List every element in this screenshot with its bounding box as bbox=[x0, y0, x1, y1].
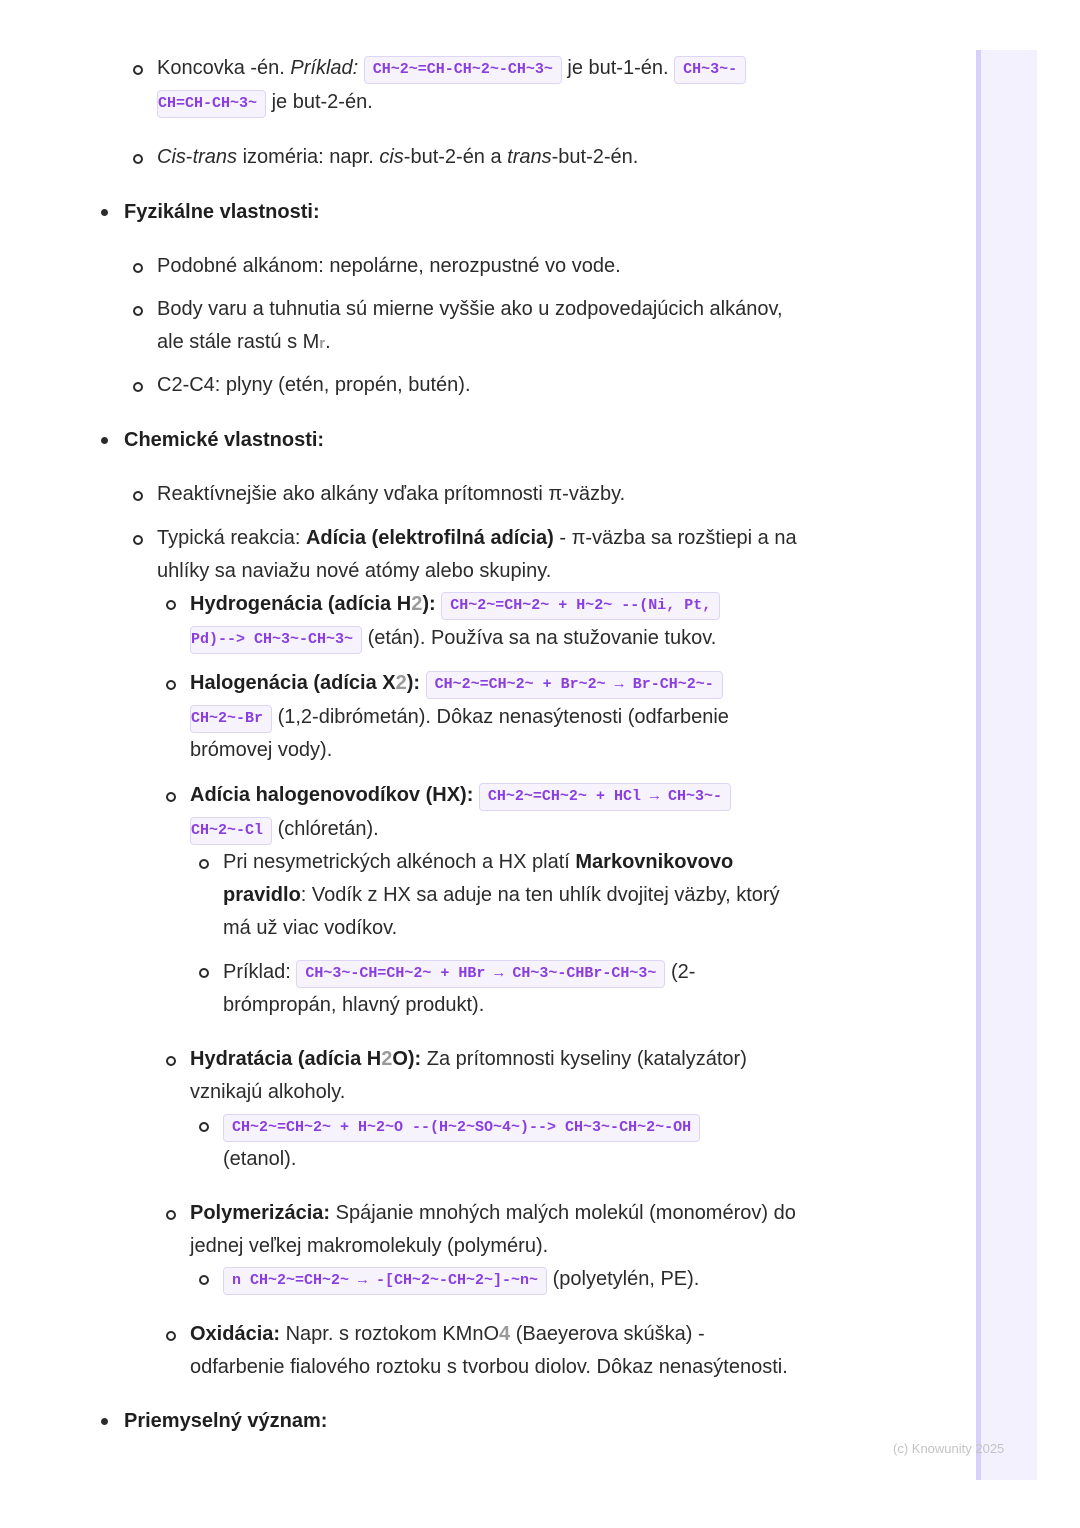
text: izoméria: napr. bbox=[237, 146, 380, 168]
text: Príklad: bbox=[223, 961, 297, 983]
text-line: Body varu a tuhnutia sú mierne vyššie ako u zodpovedajúcich alkánov, bbox=[157, 298, 783, 320]
bold-text: Hydrogenácia (adícia H bbox=[190, 593, 412, 615]
bold-text: ): bbox=[406, 672, 421, 694]
code-snippet: CH~2~-Br bbox=[190, 705, 272, 733]
bold-text: O): bbox=[392, 1048, 422, 1070]
subscript: 2 bbox=[381, 1048, 393, 1070]
text: Pri nesymetrických alkénoch a HX platí bbox=[223, 851, 576, 873]
heading-text: Priemyselný význam: bbox=[124, 1410, 328, 1432]
code-snippet: CH=CH-CH~3~ bbox=[157, 90, 266, 118]
circle-bullet bbox=[166, 1056, 176, 1066]
text: je but-1-én. bbox=[561, 57, 675, 79]
code-snippet: CH~2~=CH~2~ + H~2~ --(Ni, Pt, bbox=[441, 592, 720, 620]
text: (Baeyerova skúška) - bbox=[510, 1323, 705, 1345]
text-line bbox=[190, 667, 723, 700]
circle-bullet bbox=[199, 1275, 209, 1285]
code-snippet: CH~3~-CH=CH~2~ + HBr → CH~3~-CHBr-CH~3~ bbox=[296, 960, 665, 988]
code-snippet: CH~2~=CH~2~ + Br~2~ → Br-CH~2~- bbox=[426, 671, 723, 699]
section-heading bbox=[124, 1405, 327, 1438]
sidebar-panel bbox=[976, 50, 1037, 1480]
text-line bbox=[190, 1197, 796, 1230]
circle-bullet bbox=[166, 680, 176, 690]
text: Koncovka -én. bbox=[157, 57, 291, 79]
circle-bullet bbox=[166, 1210, 176, 1220]
subscript: 4 bbox=[499, 1323, 511, 1345]
text-line bbox=[223, 1110, 700, 1143]
heading-text: Chemické vlastnosti: bbox=[124, 429, 325, 451]
code-snippet: CH~2~=CH~2~ + H~2~O --(H~2~SO~4~)--> CH~3~-CH~2~-OH bbox=[223, 1114, 700, 1142]
text-line: C2-C4: plyny (etén, propén, butén). bbox=[157, 374, 471, 396]
text-line bbox=[223, 1263, 699, 1296]
disc-bullet bbox=[101, 209, 108, 216]
text: ale stále rastú s M bbox=[157, 331, 320, 353]
code-snippet: CH~2~=CH~2~ + HCl → CH~3~- bbox=[479, 783, 731, 811]
text: je but-2-én. bbox=[266, 91, 373, 113]
text-line: brómovej vody). bbox=[190, 739, 333, 761]
bold-text: pravidlo bbox=[223, 884, 301, 906]
text-line: vznikajú alkoholy. bbox=[190, 1081, 346, 1103]
text: (polyetylén, PE). bbox=[547, 1268, 700, 1290]
text: Za prítomnosti kyseliny (katalyzátor) bbox=[421, 1048, 747, 1070]
text-line bbox=[157, 86, 373, 119]
bold-text: Polymerizácia: bbox=[190, 1202, 331, 1224]
text-line bbox=[190, 1318, 705, 1351]
text: - π-väzba sa rozštiepi a na bbox=[553, 527, 797, 549]
bold-text: Adícia (elektrofilná adícia) bbox=[305, 527, 554, 549]
bold-text: Halogenácia (adícia X bbox=[190, 672, 396, 694]
text: - bbox=[185, 146, 193, 168]
text-line bbox=[190, 1043, 747, 1076]
code-snippet: CH~2~=CH-CH~2~-CH~3~ bbox=[364, 56, 562, 84]
text-line bbox=[190, 622, 716, 655]
text: (etán). Používa sa na stužovanie tukov. bbox=[362, 627, 717, 649]
circle-bullet bbox=[133, 535, 143, 545]
bold-text: Oxidácia: bbox=[190, 1323, 281, 1345]
text-line bbox=[157, 141, 638, 174]
circle-bullet bbox=[133, 491, 143, 501]
circle-bullet bbox=[133, 154, 143, 164]
circle-bullet bbox=[166, 1331, 176, 1341]
subscript: 2 bbox=[395, 672, 407, 694]
text-line bbox=[157, 326, 331, 360]
subscript: 2 bbox=[411, 593, 423, 615]
text: -but-2-én a bbox=[403, 146, 508, 168]
circle-bullet bbox=[133, 306, 143, 316]
text: (1,2-dibrómetán). Dôkaz nenasýtenosti (odfarbenie bbox=[272, 706, 729, 728]
code-snippet: Pd)--> CH~3~-CH~3~ bbox=[190, 626, 362, 654]
section-heading bbox=[124, 424, 324, 457]
bold-text: Hydratácia (adícia H bbox=[190, 1048, 382, 1070]
bold-text: Markovnikovovo bbox=[575, 851, 734, 873]
heading-text: Fyzikálne vlastnosti: bbox=[124, 201, 320, 223]
text: : Vodík z HX sa aduje na ten uhlík dvojitej väzby, ktorý bbox=[300, 884, 780, 906]
text-line bbox=[223, 956, 695, 989]
circle-bullet bbox=[199, 968, 209, 978]
italic-text: Cis bbox=[157, 146, 186, 168]
text-line bbox=[190, 701, 729, 734]
circle-bullet bbox=[133, 65, 143, 75]
text-line bbox=[190, 779, 731, 812]
text-line bbox=[157, 52, 746, 85]
code-snippet: CH~3~- bbox=[674, 56, 746, 84]
disc-bullet bbox=[101, 437, 108, 444]
bold-text: ): bbox=[422, 593, 436, 615]
text-line bbox=[157, 522, 797, 555]
text-line: má už viac vodíkov. bbox=[223, 917, 398, 939]
text: -but-2-én. bbox=[551, 146, 639, 168]
text-line: brómpropán, hlavný produkt). bbox=[223, 994, 485, 1016]
italic-text: cis bbox=[379, 146, 404, 168]
text-line: odfarbenie fialového roztoku s tvorbou diolov. Dôkaz nenasýtenosti. bbox=[190, 1356, 788, 1378]
code-snippet: CH~2~-Cl bbox=[190, 817, 272, 845]
circle-bullet bbox=[166, 600, 176, 610]
text: Typická reakcia: bbox=[157, 527, 306, 549]
circle-bullet bbox=[199, 1122, 209, 1132]
text-line bbox=[223, 846, 733, 879]
circle-bullet bbox=[133, 382, 143, 392]
italic-text: Príklad: bbox=[290, 57, 359, 79]
code-snippet: n CH~2~=CH~2~ → -[CH~2~-CH~2~]-~n~ bbox=[223, 1267, 547, 1295]
text: Spájanie mnohých malých molekúl (monomérov) do bbox=[330, 1202, 796, 1224]
text-line: uhlíky sa naviažu nové atómy alebo skupiny. bbox=[157, 560, 552, 582]
text-line: jednej veľkej makromolekuly (polyméru). bbox=[190, 1235, 549, 1257]
text: Napr. s roztokom KMnO bbox=[280, 1323, 500, 1345]
disc-bullet bbox=[101, 1418, 108, 1425]
section-heading bbox=[124, 196, 320, 229]
text-line bbox=[190, 813, 379, 846]
circle-bullet bbox=[133, 263, 143, 273]
watermark: (c) Knowunity 2025 bbox=[893, 1441, 1005, 1456]
circle-bullet bbox=[199, 859, 209, 869]
text: (2- bbox=[665, 961, 696, 983]
circle-bullet bbox=[166, 792, 176, 802]
text-line bbox=[223, 879, 780, 912]
bold-text: Adícia halogenovodíkov (HX): bbox=[190, 784, 474, 806]
text-line: Reaktívnejšie ako alkány vďaka prítomnosti π-väzby. bbox=[157, 483, 626, 505]
italic-text: trans bbox=[192, 146, 238, 168]
text: (chlóretán). bbox=[272, 818, 379, 840]
text-line: (etanol). bbox=[223, 1148, 297, 1170]
text-line bbox=[190, 588, 720, 621]
text: . bbox=[325, 331, 331, 353]
subscript: r bbox=[319, 335, 326, 352]
italic-text: trans bbox=[507, 146, 552, 168]
text-line: Podobné alkánom: nepolárne, nerozpustné vo vode. bbox=[157, 255, 621, 277]
